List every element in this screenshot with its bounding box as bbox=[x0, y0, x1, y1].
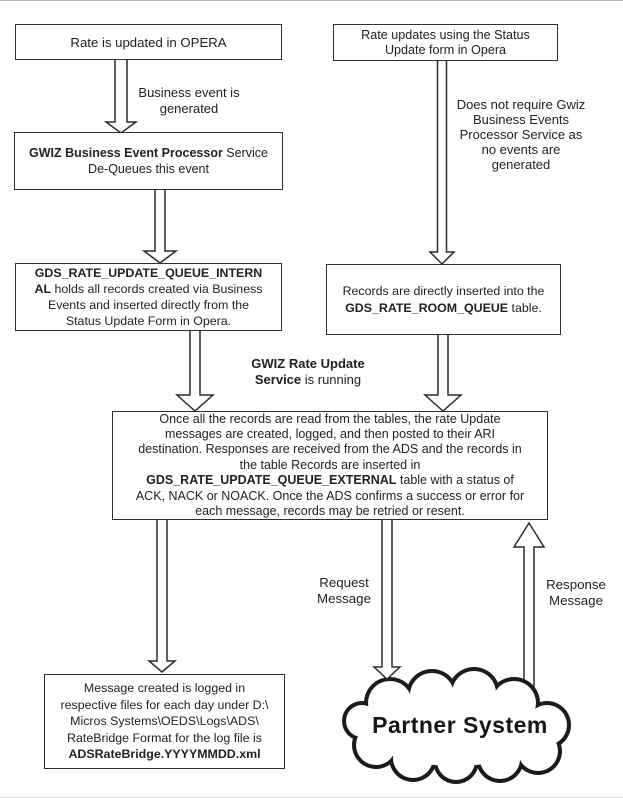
label-no-events-required: Does not require Gwiz Business Events Processor Service as no events are generated bbox=[456, 97, 586, 172]
box-gwiz-event-processor bbox=[14, 132, 283, 190]
box-status-update-form bbox=[333, 24, 558, 61]
box-gds-rate-update-queue-internal-text: GDS_RATE_UPDATE_QUEUE_INTERN AL holds all records created via Business Events and inserted directly from the Status Update Form in Opera. bbox=[34, 266, 263, 328]
box-gds-rate-room-queue-text: Records are directly inserted into the GDS_RATE_ROOM_QUEUE table. bbox=[342, 283, 545, 315]
box-gds-rate-room-queue bbox=[326, 264, 561, 335]
label-request-message: Request Message bbox=[317, 575, 371, 606]
box-rate-update-process bbox=[112, 411, 548, 520]
label-business-event-generated: Business event is generated bbox=[138, 85, 240, 116]
box-status-update-form-text: Rate updates using the Status Update form in Opera bbox=[361, 27, 530, 57]
arrow-main-to-log bbox=[149, 520, 175, 672]
label-response-message: Response Message bbox=[546, 577, 606, 608]
box-rate-updated-opera-text: Rate is updated in OPERA bbox=[70, 34, 227, 50]
box-log-file-text: Message created is logged in respective files for each day under D:\ Micros Systems\OEDS\Logs\ADS\ RateBridge Format for the log file is ADSRateBridge.YYYYMMDD.xml bbox=[60, 681, 269, 762]
box-log-file bbox=[44, 674, 285, 769]
label-gwiz-rate-update-service-running: GWIZ Rate Update Service is running bbox=[251, 356, 365, 387]
box-rate-update-process-text: Once all the records are read from the tables, the rate Update messages are created, logged, and then posted to their ARI destination. Responses are received from the ADS and the records in the table Records are inserted in GDS_RATE_UPDATE_QUEUE_EXTERNAL table with a status of ACK, NACK or NOACK. Once the ADS confirms a success or error for each message, records may be retried or resent. bbox=[135, 411, 525, 519]
arrow-room-queue-to-main bbox=[425, 335, 461, 411]
label-partner-system: Partner System bbox=[372, 712, 548, 738]
box-gds-rate-update-queue-internal bbox=[15, 263, 282, 331]
box-rate-updated-opera bbox=[15, 24, 282, 60]
box-gwiz-event-processor-text: GWIZ Business Event Processor Service De-Queues this event bbox=[29, 146, 268, 176]
arrow-internal-queue-to-main bbox=[177, 330, 213, 411]
arrow-processor-to-internal-queue bbox=[144, 189, 176, 263]
